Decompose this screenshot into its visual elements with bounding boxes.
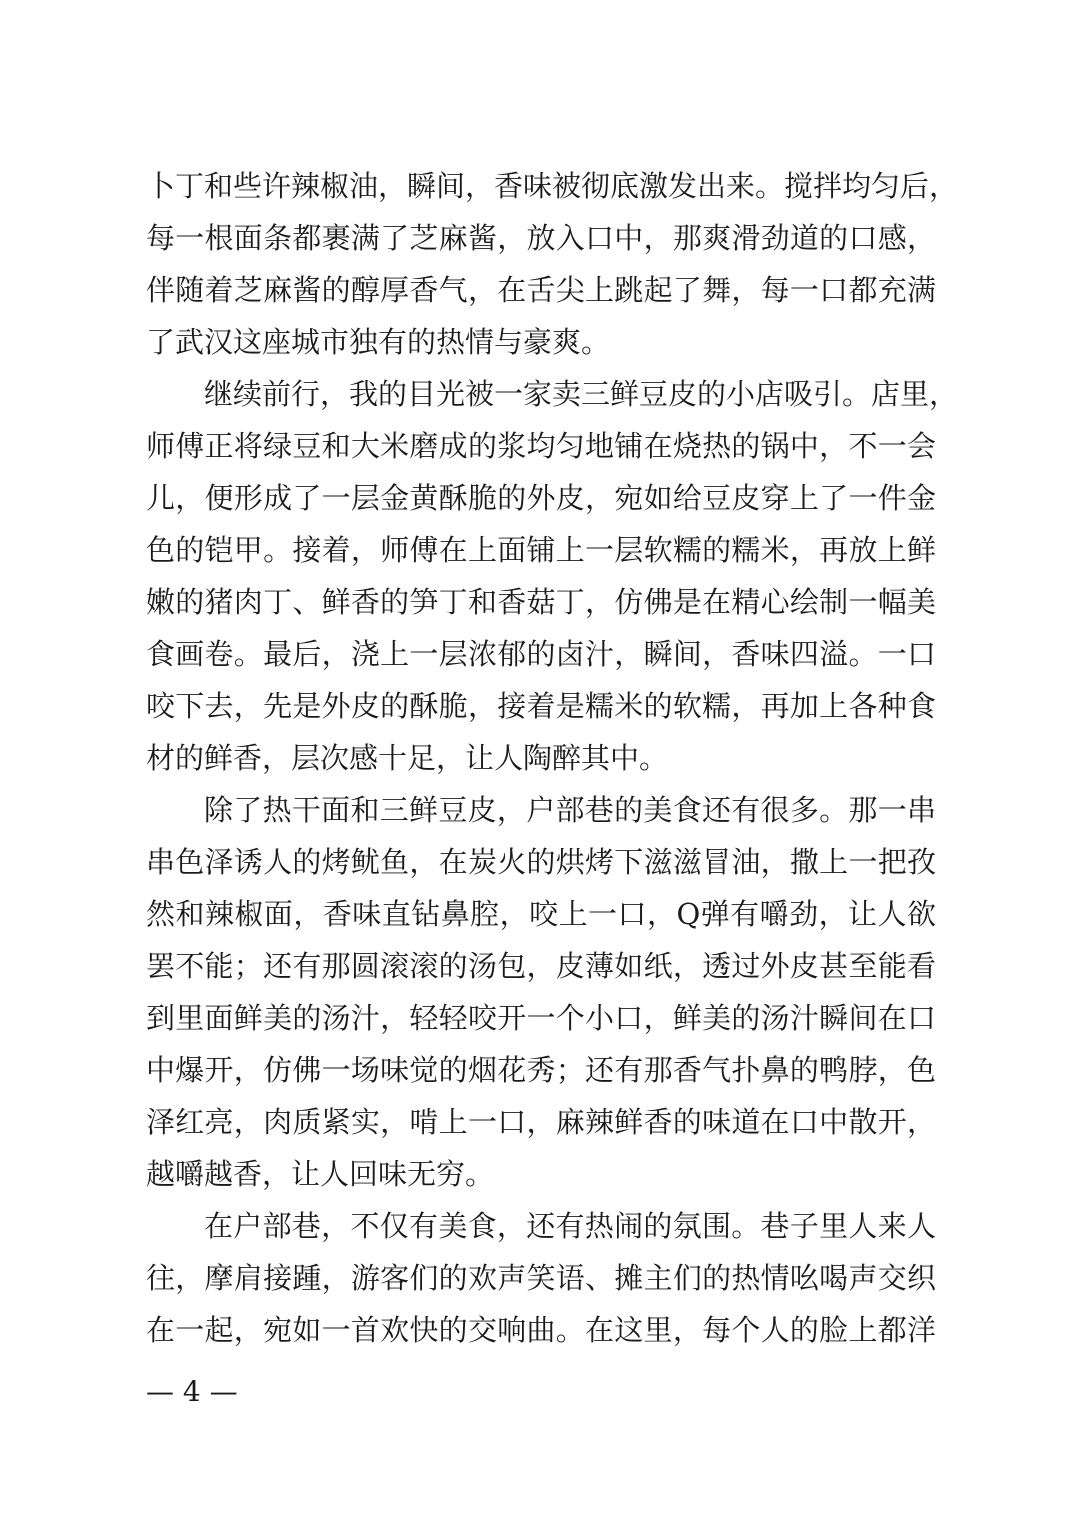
body-text [146, 160, 959, 1356]
text-line: 越嚼越香，让人回味无穷。 [146, 1157, 495, 1191]
text-line: 串色泽诱人的烤鱿鱼，在炭火的烘烤下滋滋冒油，撒上一把孜 [146, 845, 936, 879]
paragraph-4 [146, 1200, 936, 1356]
text-line: 色的铠甲。接着，师傅在上面铺上一层软糯的糯米，再放上鲜 [146, 533, 936, 567]
paragraph-2 [146, 368, 959, 784]
text-line: 到里面鲜美的汤汁，轻轻咬开一个小口，鲜美的汤汁瞬间在口 [146, 1001, 936, 1035]
text-line: 咬下去，先是外皮的酥脆，接着是糯米的软糯，再加上各种食 [146, 689, 936, 723]
text-line: 食画卷。最后，浇上一层浓郁的卤汁，瞬间，香味四溢。一口 [146, 637, 936, 671]
text-line: 往，摩肩接踵，游客们的欢声笑语、摊主们的热情吆喝声交织 [146, 1261, 936, 1295]
text-line: 嫩的猪肉丁、鲜香的笋丁和香菇丁，仿佛是在精心绘制一幅美 [146, 585, 936, 619]
text-line: 然和辣椒面，香味直钻鼻腔，咬上一口，Q弹有嚼劲，让人欲 [146, 897, 936, 931]
text-line: 在户部巷，不仅有美食，还有热闹的氛围。巷子里人来人 [204, 1209, 936, 1243]
paragraph-1 [146, 160, 959, 368]
text-line: 了武汉这座城市独有的热情与豪爽。 [146, 325, 611, 359]
text-line: 每一根面条都裹满了芝麻酱，放入口中，那爽滑劲道的口感， [146, 221, 936, 255]
text-line: 继续前行，我的目光被一家卖三鲜豆皮的小店吸引。店里， [204, 377, 959, 411]
text-line: 伴随着芝麻酱的醇厚香气，在舌尖上跳起了舞，每一口都充满 [146, 273, 936, 307]
text-line: 卜丁和些许辣椒油，瞬间，香味被彻底激发出来。搅拌均匀后， [146, 169, 959, 203]
text-line: 泽红亮，肉质紧实，啃上一口，麻辣鲜香的味道在口中散开， [146, 1105, 936, 1139]
paragraph-3 [146, 784, 936, 1200]
page-number: — 4 — [146, 1375, 238, 1408]
text-line: 师傅正将绿豆和大米磨成的浆均匀地铺在烧热的锅中，不一会 [146, 429, 936, 463]
text-line: 中爆开，仿佛一场味觉的烟花秀；还有那香气扑鼻的鸭脖，色 [146, 1053, 936, 1087]
text-line: 除了热干面和三鲜豆皮，户部巷的美食还有很多。那一串 [204, 793, 936, 827]
text-line: 在一起，宛如一首欢快的交响曲。在这里，每个人的脸上都洋 [146, 1313, 936, 1347]
text-line: 罢不能；还有那圆滚滚的汤包，皮薄如纸，透过外皮甚至能看 [146, 949, 936, 983]
text-line: 儿，便形成了一层金黄酥脆的外皮，宛如给豆皮穿上了一件金 [146, 481, 936, 515]
text-line: 材的鲜香，层次感十足，让人陶醉其中。 [146, 741, 669, 775]
